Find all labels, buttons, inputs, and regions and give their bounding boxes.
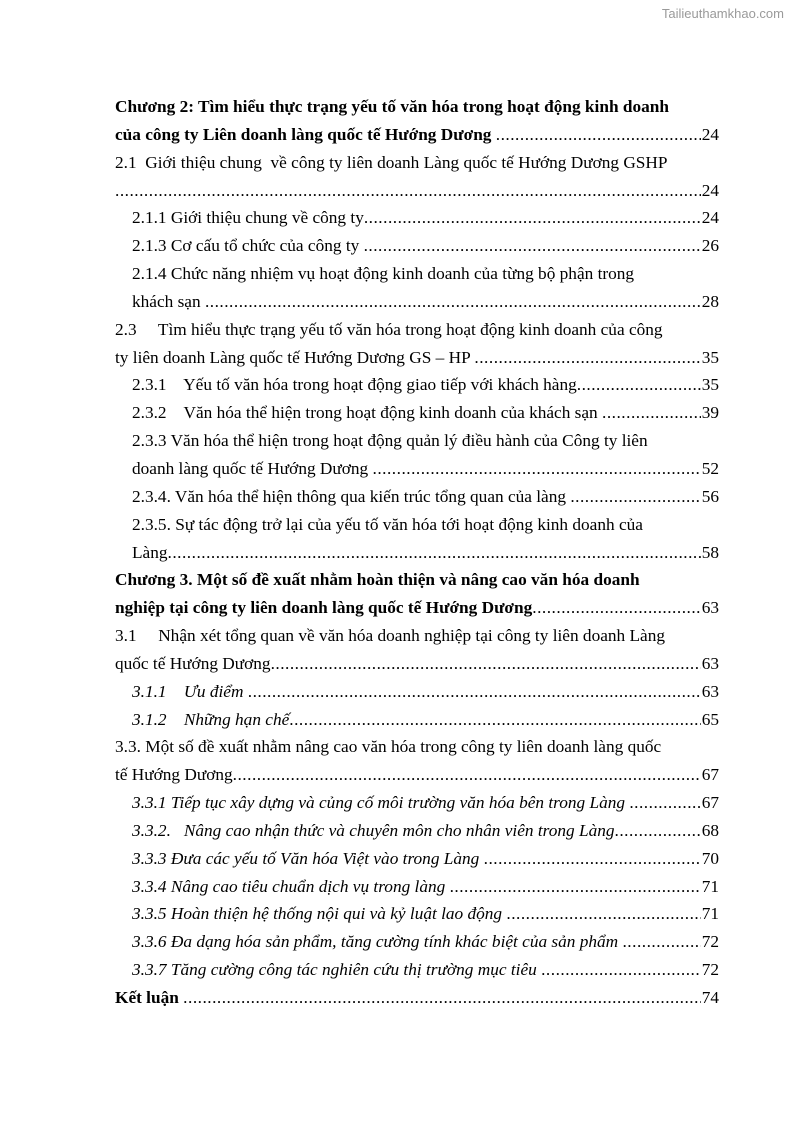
toc-page-number: 35 [701, 347, 719, 367]
toc-entry-title: tế Hướng Dương [115, 765, 233, 785]
dot-leader [570, 483, 700, 511]
toc-entry[interactable] [115, 316, 719, 372]
toc-page-number: 71 [701, 904, 719, 924]
toc-entry-line [115, 427, 719, 455]
toc-page-number: 52 [701, 458, 719, 478]
dot-leader [577, 371, 701, 399]
dot-leader [248, 678, 701, 706]
toc-entry[interactable] [115, 789, 719, 817]
toc-entry[interactable] [115, 149, 719, 205]
toc-page-number: 26 [701, 236, 719, 256]
toc-entry[interactable] [115, 232, 719, 260]
toc-entry-title: 2.3 Tìm hiểu thực trạng yếu tố văn hóa trong hoạt động kinh doanh của công [115, 319, 663, 339]
toc-page-number: 71 [701, 876, 719, 896]
dot-leader [532, 594, 700, 622]
toc-entry[interactable] [115, 260, 719, 316]
toc-entry-title: 2.1.3 Cơ cấu tổ chức của công ty [132, 236, 364, 256]
toc-entry-title: 3.3.4 Nâng cao tiêu chuẩn dịch vụ trong làng [132, 876, 450, 896]
toc-entry[interactable] [115, 399, 719, 427]
toc-entry-title: quốc tế Hướng Dương [115, 653, 271, 673]
dot-leader [622, 928, 700, 956]
toc-entry[interactable] [115, 93, 719, 149]
dot-leader [233, 761, 701, 789]
toc-entry-line [115, 511, 719, 539]
toc-page-number: 35 [701, 375, 719, 395]
toc-entry-line [115, 594, 719, 622]
toc-page-number: 67 [701, 793, 719, 813]
toc-entry-title: 3.3.6 Đa dạng hóa sản phẩm, tăng cường tính khác biệt của sản phẩm [132, 932, 623, 952]
toc-entry-title: 2.1 Giới thiệu chung về công ty liên doanh Làng quốc tế Hướng Dương GSHP [115, 152, 668, 172]
toc-page-number: 65 [701, 709, 719, 729]
toc-page-number: 70 [701, 848, 719, 868]
toc-entry[interactable] [115, 984, 719, 1012]
toc-entry-line [115, 566, 719, 594]
toc-entry-title: khách sạn [132, 291, 205, 311]
dot-leader [168, 539, 701, 567]
toc-entry-title: 3.1.2 Những hạn chế [132, 709, 290, 729]
toc-entry[interactable] [115, 204, 719, 232]
dot-leader [373, 455, 701, 483]
toc-entry[interactable] [115, 511, 719, 567]
toc-entry-title: 3.3.1 Tiếp tục xây dựng và củng cố môi trường văn hóa bên trong Làng [132, 793, 630, 813]
toc-entry-title: ty liên doanh Làng quốc tế Hướng Dương GS – HP [115, 347, 475, 367]
toc-page-number: 63 [701, 653, 719, 673]
toc-page-number: 56 [701, 486, 719, 506]
toc-entry[interactable] [115, 817, 719, 845]
toc-page-number: 58 [701, 542, 719, 562]
toc-entry-line [115, 789, 719, 817]
toc-entry-title: Kết luận [115, 988, 184, 1007]
toc-entry-line [115, 873, 719, 901]
toc-entry-title: 3.1.1 Ưu điểm [132, 681, 248, 701]
toc-entry[interactable] [115, 845, 719, 873]
toc-entry-title: 3.3. Một số đề xuất nhằm nâng cao văn hóa trong công ty liên doanh làng quốc [115, 737, 662, 757]
toc-page-number: 72 [701, 932, 719, 952]
toc-entry-line [115, 706, 719, 734]
toc-entry-title: 2.3.3 Văn hóa thể hiện trong hoạt động quản lý điều hành của Công ty liên [132, 431, 648, 451]
toc-entry-title: 3.3.3 Đưa các yếu tố Văn hóa Việt vào trong Làng [132, 848, 484, 868]
toc-entry-title: Chương 2: Tìm hiểu thực trạng yếu tố văn hóa trong hoạt động kinh doanh [115, 97, 669, 116]
dot-leader [474, 344, 700, 372]
toc-entry-title: 2.3.2 Văn hóa thể hiện trong hoạt động kinh doanh của khách sạn [132, 403, 603, 423]
toc-entry-line [115, 177, 719, 205]
toc-entry-title: Làng [132, 542, 168, 562]
toc-page-number: 72 [701, 960, 719, 980]
toc-entry[interactable] [115, 900, 719, 928]
toc-entry-line [115, 288, 719, 316]
toc-entry-title: 2.3.5. Sự tác động trở lại của yếu tố văn hóa tới hoạt động kinh doanh của [132, 514, 643, 534]
dot-leader [364, 204, 701, 232]
toc-entry-line [115, 399, 719, 427]
toc-entry-title: 3.1 Nhận xét tổng quan về văn hóa doanh nghiệp tại công ty liên doanh Làng [115, 626, 665, 646]
toc-entry-line [115, 678, 719, 706]
dot-leader [629, 789, 700, 817]
toc-entry[interactable] [115, 622, 719, 678]
toc-entry[interactable] [115, 427, 719, 483]
toc-entry-line [115, 928, 719, 956]
toc-page-number: 24 [701, 124, 719, 144]
toc-entry-title: 3.3.7 Tăng cường công tác nghiên cứu thị trường mục tiêu [132, 960, 542, 980]
toc-entry-line [115, 316, 719, 344]
toc-entry-title: 3.3.2. Nâng cao nhận thức và chuyên môn cho nhân viên trong Làng [132, 820, 615, 840]
toc-entry[interactable] [115, 483, 719, 511]
watermark: Tailieuthamkhao.com [661, 6, 784, 21]
dot-leader [506, 900, 700, 928]
toc-entry[interactable] [115, 706, 719, 734]
toc-entry-title: của công ty Liên doanh làng quốc tế Hướng Dương [115, 124, 496, 144]
toc-entry-line [115, 817, 719, 845]
dot-leader [450, 873, 701, 901]
dot-leader [364, 232, 701, 260]
toc-entry-title: doanh làng quốc tế Hướng Dương [132, 458, 373, 478]
toc-entry-line [115, 539, 719, 567]
dot-leader [205, 288, 701, 316]
toc-entry-title: 2.1.4 Chức năng nhiệm vụ hoạt động kinh doanh của từng bộ phận trong [132, 264, 635, 284]
toc-entry-line [115, 121, 719, 149]
toc-entry[interactable] [115, 873, 719, 901]
dot-leader [289, 706, 700, 734]
toc-page-number: 24 [701, 180, 719, 200]
toc-entry[interactable] [115, 956, 719, 984]
toc-entry-line [115, 900, 719, 928]
dot-leader [183, 984, 701, 1012]
dot-leader [602, 399, 701, 427]
toc-entry[interactable] [115, 566, 719, 622]
toc-entry-line [115, 650, 719, 678]
toc-entry-title: 2.1.1 Giới thiệu chung về công ty [132, 208, 364, 228]
dot-leader [115, 177, 701, 205]
toc-entry-title: 3.3.5 Hoàn thiện hệ thống nội qui và kỷ luật lao động [132, 904, 507, 924]
toc-entry-line [115, 232, 719, 260]
toc-entry[interactable] [115, 371, 719, 399]
toc-page-number: 24 [701, 208, 719, 228]
toc-entry-title: 2.3.4. Văn hóa thể hiện thông qua kiến trúc tổng quan của làng [132, 486, 571, 506]
toc-entry-line [115, 344, 719, 372]
toc-entry-line [115, 984, 719, 1012]
toc-entry-line [115, 204, 719, 232]
toc-entry-line [115, 622, 719, 650]
toc-entry-line [115, 956, 719, 984]
toc-entry-line [115, 845, 719, 873]
toc-page-number: 74 [701, 988, 719, 1007]
toc-entry-line [115, 260, 719, 288]
toc-entry[interactable] [115, 928, 719, 956]
dot-leader [541, 956, 701, 984]
toc-entry[interactable] [115, 733, 719, 789]
toc-page-number: 67 [701, 765, 719, 785]
table-of-contents [115, 93, 719, 1012]
toc-entry[interactable] [115, 678, 719, 706]
toc-entry-line [115, 483, 719, 511]
dot-leader [484, 845, 701, 873]
toc-page-number: 63 [701, 681, 719, 701]
toc-entry-line [115, 371, 719, 399]
toc-entry-line [115, 455, 719, 483]
toc-entry-line [115, 733, 719, 761]
toc-entry-title: nghiệp tại công ty liên doanh làng quốc tế Hướng Dương [115, 598, 533, 618]
toc-entry-title: 2.3.1 Yếu tố văn hóa trong hoạt động giao tiếp với khách hàng [132, 375, 577, 395]
toc-entry-title: Chương 3. Một số đề xuất nhằm hoàn thiện và nâng cao văn hóa doanh [115, 570, 640, 590]
toc-entry-line [115, 761, 719, 789]
dot-leader [496, 121, 701, 149]
toc-entry-line [115, 93, 719, 121]
toc-page-number: 63 [701, 598, 719, 618]
toc-page-number: 28 [701, 291, 719, 311]
dot-leader [271, 650, 701, 678]
toc-page-number: 39 [701, 403, 719, 423]
toc-page-number: 68 [701, 820, 719, 840]
dot-leader [615, 817, 701, 845]
toc-entry-line [115, 149, 719, 177]
